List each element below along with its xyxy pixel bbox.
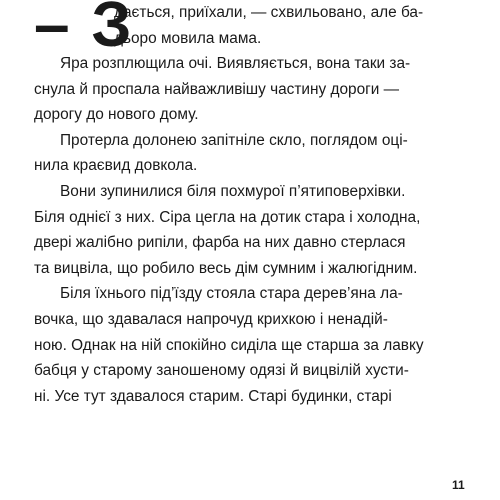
- text-line: Протерла долонею запітніле скло, поглядом оці-: [60, 131, 408, 149]
- paragraph: [34, 281, 478, 409]
- text-line: бабця у старому заношеному одязі й вицвілій хусти-: [34, 362, 409, 380]
- text-line: вочка, що здавалася напрочуд крихкою і ненадій-: [34, 310, 388, 328]
- text-line: двері жалібно рипіли, фарба на них давно стерлася: [34, 234, 406, 252]
- text-line: снула й проспала найважливішу частину дороги —: [34, 80, 400, 98]
- text-line: дається, приїхали, — схвильовано, але ба-: [114, 4, 424, 21]
- text-line: Біля однієї з них. Сіра цегла на дотик стара і холодна,: [34, 208, 421, 226]
- body-text: [34, 0, 478, 409]
- opening-paragraph: [34, 0, 478, 60]
- text-line: дьоро мовила мама.: [114, 29, 262, 47]
- text-line: ні. Усе тут здавалося старим. Старі будинки, старі: [34, 387, 392, 405]
- paragraph: [34, 128, 478, 179]
- paragraph: [34, 179, 478, 281]
- text-line: ною. Однак на ній спокійно сиділа ще старша за лавку: [34, 336, 424, 354]
- text-line: Вони зупинилися біля похмурої п’ятиповерхівки.: [60, 182, 406, 200]
- text-line: та вицвіла, що робило весь дім сумним і жалюгідним.: [34, 259, 418, 277]
- text-line: дорогу до нового дому.: [34, 106, 199, 124]
- paragraph: [34, 51, 478, 128]
- text-line: нила краєвид довкола.: [34, 157, 198, 175]
- text-line: Біля їхнього під’їзду стояла стара дерев’яна ла-: [60, 285, 403, 303]
- page-number: 11: [452, 478, 465, 492]
- drop-cap: – З: [34, 0, 134, 60]
- text-line: Яра розплющила очі. Виявляється, вона таки за-: [60, 55, 411, 72]
